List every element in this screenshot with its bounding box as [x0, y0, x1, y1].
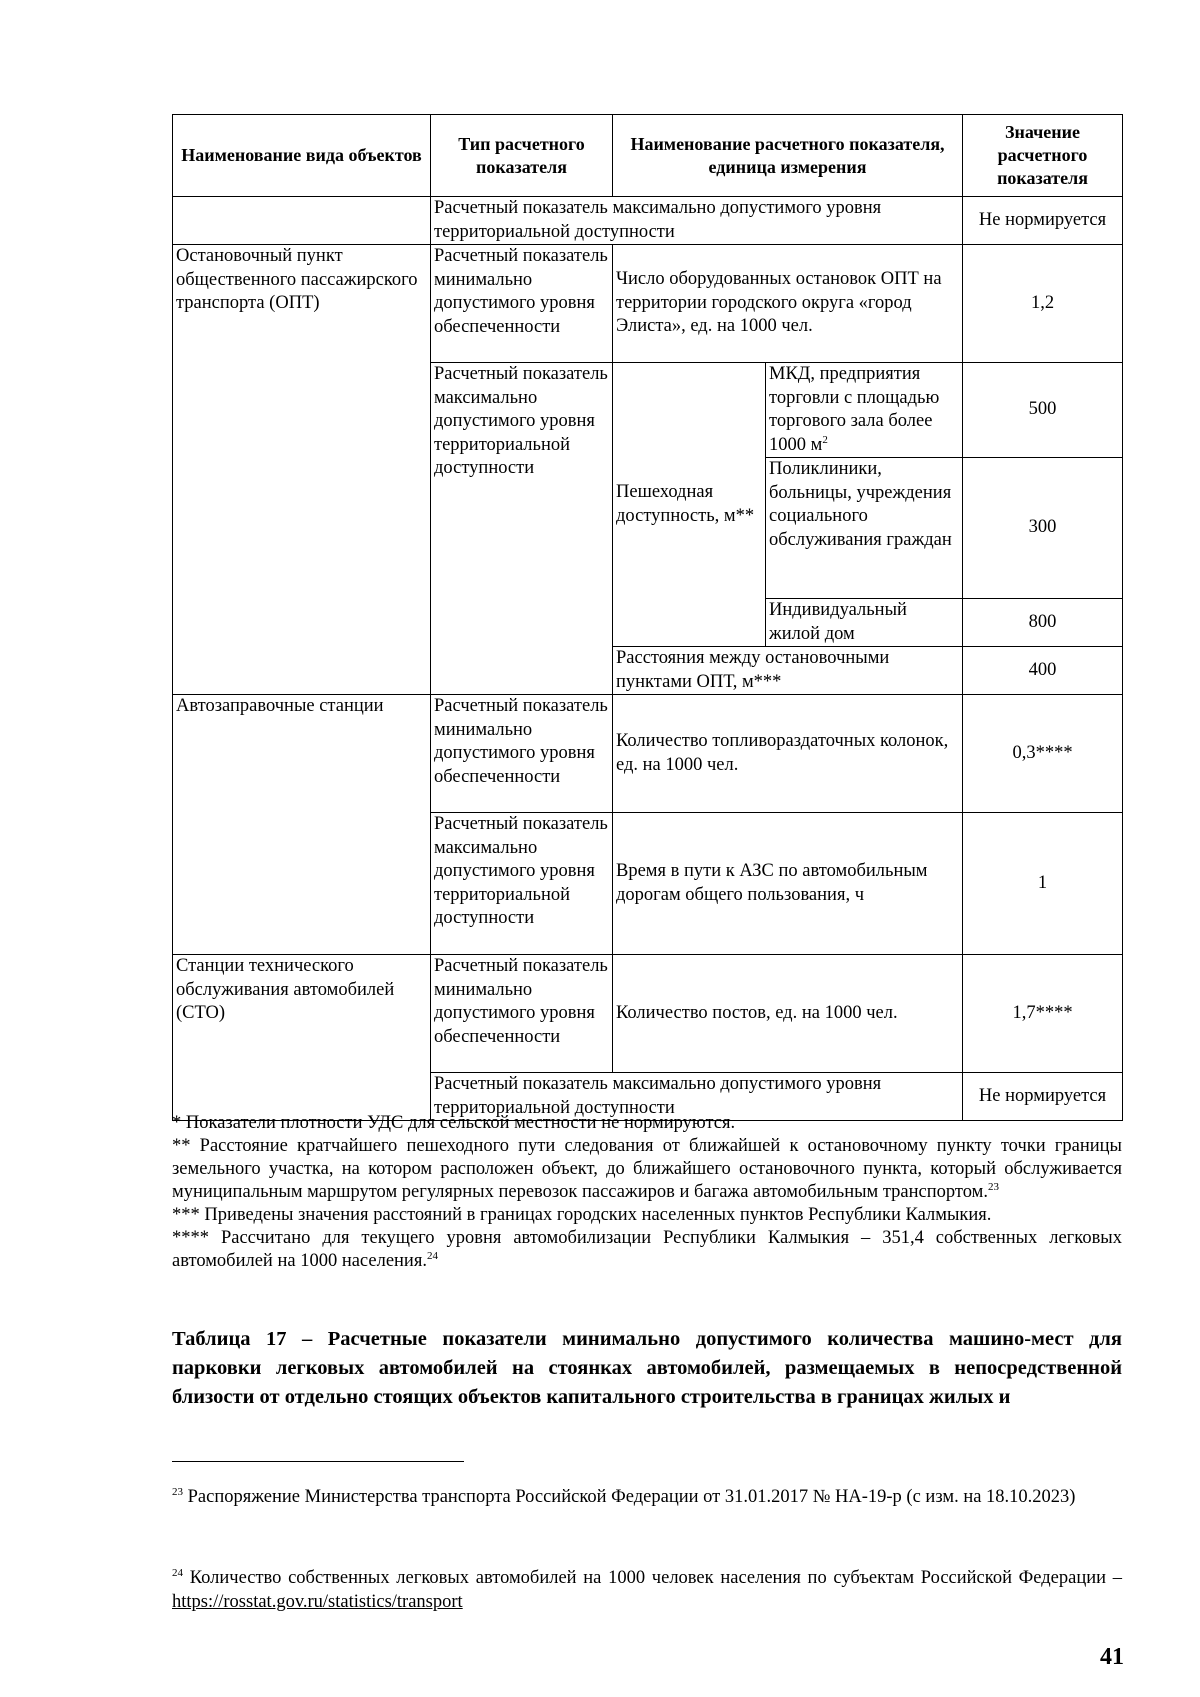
footnote-number: 23	[172, 1485, 183, 1498]
table-cell-value: 400	[963, 647, 1123, 695]
table-cell-object: Остановочный пункт общественного пассажирского транспорта (ОПТ)	[173, 245, 431, 695]
subitem-text: МКД, предприятия торговли с площадью торгового зала более 1000 м	[769, 364, 940, 455]
table-cell-value: Не нормируется	[963, 1073, 1123, 1121]
note-4	[172, 1227, 1122, 1273]
footnote-24	[172, 1566, 1122, 1614]
note-2-text: ** Расстояние кратчайшего пешеходного пути следования от ближайшей к остановочному пункту точки границы земельного участка, на котором расположен объект, до ближайшего остановочного пункта, который обслуживается муниципальным маршрутом регулярных перевозок пассажиров и багажа автомобильным транспортом.	[172, 1136, 1122, 1202]
table-header-row	[173, 115, 1123, 197]
superscript: 2	[822, 433, 828, 446]
footnote-text: Распоряжение Министерства транспорта Российской Федерации от 31.01.2017 № НА-19-р (с изм. на 18.10.2023)	[183, 1487, 1076, 1507]
table-row	[173, 197, 1123, 245]
page-number: 41	[1100, 1644, 1124, 1670]
table-cell-type: Расчетный показатель максимально допустимого уровня территориальной доступности	[431, 363, 613, 695]
footnote-ref: 23	[987, 1180, 999, 1193]
table-cell-value: 800	[963, 599, 1123, 647]
table-cell-name: Расстояния между остановочными пунктами ОПТ, м***	[613, 647, 963, 695]
table-cell-name: Пешеходная доступность, м**	[613, 363, 766, 647]
table-cell-type: Расчетный показатель минимально допустимого уровня обеспеченности	[431, 955, 613, 1073]
header-indicator-type: Тип расчетного показателя	[431, 115, 613, 197]
table-cell-indicator: Расчетный показатель максимально допустимого уровня территориальной доступности	[431, 1073, 963, 1121]
table-cell-subitem	[766, 363, 963, 458]
table-cell-subitem: Поликлиники, больницы, учреждения социального обслуживания граждан	[766, 458, 963, 599]
table-cell-type: Расчетный показатель минимально допустимого уровня обеспеченности	[431, 245, 613, 363]
table-cell-name: Количество постов, ед. на 1000 чел.	[613, 955, 963, 1073]
table-row	[173, 955, 1123, 1073]
table-notes	[172, 1112, 1122, 1273]
header-indicator-value: Значение расчетного показателя	[963, 115, 1123, 197]
table-cell-indicator: Расчетный показатель максимально допустимого уровня территориальной доступности	[431, 197, 963, 245]
table-cell-type: Расчетный показатель максимально допустимого уровня территориальной доступности	[431, 813, 613, 955]
table-cell-value: 1,2	[963, 245, 1123, 363]
table-cell-subitem: Индивидуальный жилой дом	[766, 599, 963, 647]
table-cell-object: Автозаправочные станции	[173, 695, 431, 955]
indicators-table	[172, 114, 1123, 1121]
table-cell-type: Расчетный показатель минимально допустимого уровня обеспеченности	[431, 695, 613, 813]
table-cell-empty	[173, 197, 431, 245]
note-4-text: **** Рассчитано для текущего уровня автомобилизации Республики Калмыкия – 351,4 собственных легковых автомобилей на 1000 населения.	[172, 1228, 1122, 1271]
footnote-23	[172, 1485, 1122, 1509]
note-1: * Показатели плотности УДС для сельской местности не нормируются.	[172, 1113, 736, 1133]
table-cell-value: 1	[963, 813, 1123, 955]
header-object-type: Наименование вида объектов	[173, 115, 431, 197]
table-cell-name: Количество топливораздаточных колонок, ед. на 1000 чел.	[613, 695, 963, 813]
rosstat-link[interactable]: https://rosstat.gov.ru/statistics/transport	[172, 1592, 463, 1612]
footnote-number: 24	[172, 1566, 183, 1579]
note-2	[172, 1135, 1122, 1204]
footnote-ref: 24	[426, 1249, 438, 1262]
table-cell-value: 0,3****	[963, 695, 1123, 813]
table-cell-value: Не нормируется	[963, 197, 1123, 245]
table-cell-name: Число оборудованных остановок ОПТ на территории городского округа «город Элиста», ед. на 1000 чел.	[613, 245, 963, 363]
header-indicator-name: Наименование расчетного показателя, единица измерения	[613, 115, 963, 197]
table-cell-value: 500	[963, 363, 1123, 458]
table-row	[173, 245, 1123, 363]
note-3: *** Приведены значения расстояний в границах городских населенных пунктов Республики Калмыкия.	[172, 1205, 992, 1225]
table-row	[173, 695, 1123, 813]
footnote-text: Количество собственных легковых автомобилей на 1000 человек населения по субъектам Российской Федерации –	[183, 1568, 1122, 1588]
table-cell-object: Станции технического обслуживания автомобилей (СТО)	[173, 955, 431, 1121]
footnote-divider	[172, 1461, 464, 1462]
table-cell-value: 1,7****	[963, 955, 1123, 1073]
table-cell-value: 300	[963, 458, 1123, 599]
table-cell-name: Время в пути к АЗС по автомобильным дорогам общего пользования, ч	[613, 813, 963, 955]
table-caption: Таблица 17 – Расчетные показатели минимально допустимого количества машино-мест для парковки легковых автомобилей на стоянках автомобилей, размещаемых в непосредственной близости от отдельно стоящих объектов капитального строительства в границах жилых и	[172, 1328, 1122, 1408]
